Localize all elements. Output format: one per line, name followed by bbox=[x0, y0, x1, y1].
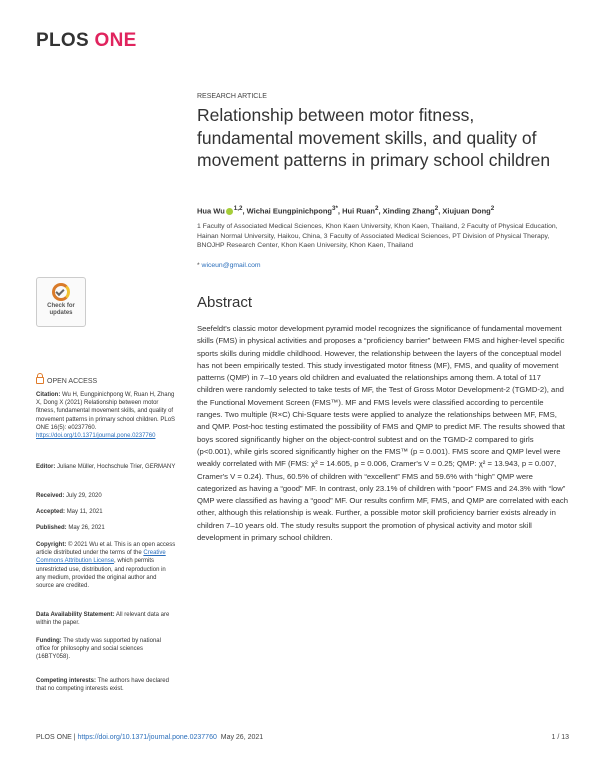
refresh-check-icon bbox=[52, 283, 70, 301]
article-type: RESEARCH ARTICLE bbox=[197, 93, 267, 100]
corresponding-email bbox=[197, 262, 569, 269]
published-label: Published: bbox=[36, 525, 67, 531]
author-affiliation-sup: 2 bbox=[434, 205, 439, 212]
author-name[interactable]: Xinding Zhang bbox=[382, 206, 435, 216]
open-access-text: OPEN ACCESS bbox=[47, 378, 98, 385]
abstract-heading: Abstract bbox=[197, 294, 253, 311]
citation-block bbox=[36, 391, 176, 440]
journal-logo[interactable] bbox=[36, 30, 137, 52]
email-link[interactable]: wiceun@gmail.com bbox=[201, 262, 261, 269]
citation-text: Wu H, Eungpinichpong W, Ruan H, Zhang X, Dong X (2021) Relationship between motor fitness, fundamental movement skills, and quality of movement patterns in primary school children. PLoS ONE 16(5): e0237760. bbox=[36, 392, 176, 431]
copyright-block bbox=[36, 541, 176, 590]
published-block bbox=[36, 524, 176, 532]
author-name[interactable]: Wichai Eungpinichpong bbox=[246, 206, 332, 216]
published-date: May 26, 2021 bbox=[68, 525, 105, 531]
funding-text: The study was supported by national office for philosophy and social sciences (16BTY058). bbox=[36, 638, 161, 661]
received-label: Received: bbox=[36, 493, 65, 499]
funding-label: Funding: bbox=[36, 638, 62, 644]
copyright-label: Copyright: bbox=[36, 542, 67, 548]
footer-journal: PLOS ONE bbox=[36, 734, 72, 741]
author-name[interactable]: Hua Wu bbox=[197, 206, 225, 216]
orcid-icon[interactable] bbox=[226, 208, 233, 215]
page-number: 1 / 13 bbox=[551, 734, 569, 741]
citation-label: Citation: bbox=[36, 392, 61, 398]
data-availability-label: Data Availability Statement: bbox=[36, 612, 115, 618]
logo-plos: PLOS bbox=[36, 30, 89, 51]
received-date: July 29, 2020 bbox=[66, 493, 102, 499]
competing-interests-label: Competing interests: bbox=[36, 678, 97, 684]
author-affiliation-sup: 2 bbox=[490, 205, 495, 212]
logo-one: ONE bbox=[94, 30, 137, 51]
open-access-label bbox=[36, 376, 176, 386]
accepted-label: Accepted: bbox=[36, 509, 66, 515]
license-link[interactable]: Creative Commons Attribution License bbox=[36, 550, 166, 565]
open-lock-icon bbox=[36, 377, 44, 384]
data-availability-block bbox=[36, 611, 176, 627]
author-name[interactable]: Xiujuan Dong bbox=[442, 206, 491, 216]
footer-date: May 26, 2021 bbox=[220, 734, 264, 741]
author-affiliation-sup: 3* bbox=[332, 205, 338, 212]
check-line2: updates bbox=[49, 310, 73, 316]
editor-label: Editor: bbox=[36, 464, 56, 470]
author-name[interactable]: Hui Ruan bbox=[342, 206, 376, 216]
author-list: Hua Wu $^{1,2}$, Wichai Eungpinichpong$^{3*}$, Hui Ruan$^2$, Xinding Zhang$^2$, Xiujuan Dong$^2$ bbox=[197, 205, 495, 216]
competing-interests-text: The authors have declared that no competing interests exist. bbox=[36, 678, 169, 693]
accepted-date: May 11, 2021 bbox=[66, 509, 103, 515]
citation-doi-link[interactable]: https://doi.org/10.1371/journal.pone.0237760 bbox=[36, 433, 156, 440]
funding-block bbox=[36, 637, 176, 662]
editor-block bbox=[36, 463, 176, 471]
footer-separator: | bbox=[71, 734, 78, 741]
accepted-block bbox=[36, 508, 176, 516]
article-title: Relationship between motor fitness, fundamental movement skills, and quality of movement patterns in primary school children bbox=[197, 105, 551, 170]
copyright-text-pre: © 2021 Wu et al. This is an open access article distributed under the terms of the bbox=[36, 542, 176, 557]
page-footer bbox=[36, 734, 569, 741]
competing-interests-block bbox=[36, 677, 176, 693]
author-affiliation-sup: 1,2 bbox=[233, 205, 243, 212]
author-affiliation-sup: 2 bbox=[375, 205, 379, 212]
check-for-updates-badge[interactable] bbox=[36, 277, 86, 327]
data-availability-text: All relevant data are within the paper. bbox=[36, 612, 170, 627]
editor-text: Juliane Müller, Hochschule Trier, GERMANY bbox=[57, 464, 176, 470]
affiliations: 1 Faculty of Associated Medical Sciences, Khon Kaen University, Khon Kaen, Thailand, 2 Faculty of Physical Education, Hainan Normal University, Haikou, China, 3 Faculty of Associated Medical Sciences, PT Division of Physical Therapy, BNOJHP Research Center, Khon Kaen University, Khon Kaen, Thailand bbox=[197, 223, 558, 249]
email-star: * bbox=[197, 262, 200, 269]
footer-doi-link[interactable]: https://doi.org/10.1371/journal.pone.0237760 bbox=[77, 734, 217, 741]
copyright-text-post: , which permits unrestricted use, distribution, and reproduction in any medium, provided the original author and source are credited. bbox=[36, 558, 166, 590]
check-line1: Check for bbox=[47, 303, 75, 309]
received-block bbox=[36, 492, 176, 500]
abstract-text: Seefeldt's classic motor development pyramid model recognizes the significance of fundamental movement skills (FMS) in physical activities and proposes a “proficiency barrier” between FMS and higher-level specific sports skills during middle childhood. However, the relationship between the layers of the conceptual model has not been empirically tested. This study investigated motor fitness (MF), FMS, and quality of movement patterns (QMP) in 7–10 years old children and evaluated the relationships among them. A total of 117 children were randomly selected to take tests of MF, the Test of Gross Motor Development-2 (TGMD-2), and the Functional Movement Screen (FMS™). MF and FMS levels were classified according to percentile ranges. Two multiple (R×C) Chi-Square tests were applied to analyze the relationships between MF, FMS, and QMP. Post-hoc testing estimated the possibility of FMS and QMP to predict MF. The results showed that boys scored significantly higher on the object-control subtest and on the TGMD-2 compared to girls (p<0.001), while girls scored significantly higher on the FMS™ (p = 0.001). FMS score and QMP level were weakly correlated with MF (FMS: χ² = 14.605, p = 0.006, Cramer's V = 0.25; QMP: χ² = 13.943, p = 0.007, Cramer's V = 0.24). Thus, 60.5% of children with “excellent” FMS and 59.6% with “high” QMP were categorized as having a “good” MF. In contrast, only 23.1% of children with “poor” FMS and 24.3% with “low” QMP were classified as having a “good” MF. Our results confirm MF, FMS, and QMP are correlated with each other, although this relationship is weak. Further, a possible motor skill proficiency barrier exists already in children 7–10 years old. The study results support the promotion of physical activity and motor skill development in primary school children. bbox=[197, 324, 568, 543]
